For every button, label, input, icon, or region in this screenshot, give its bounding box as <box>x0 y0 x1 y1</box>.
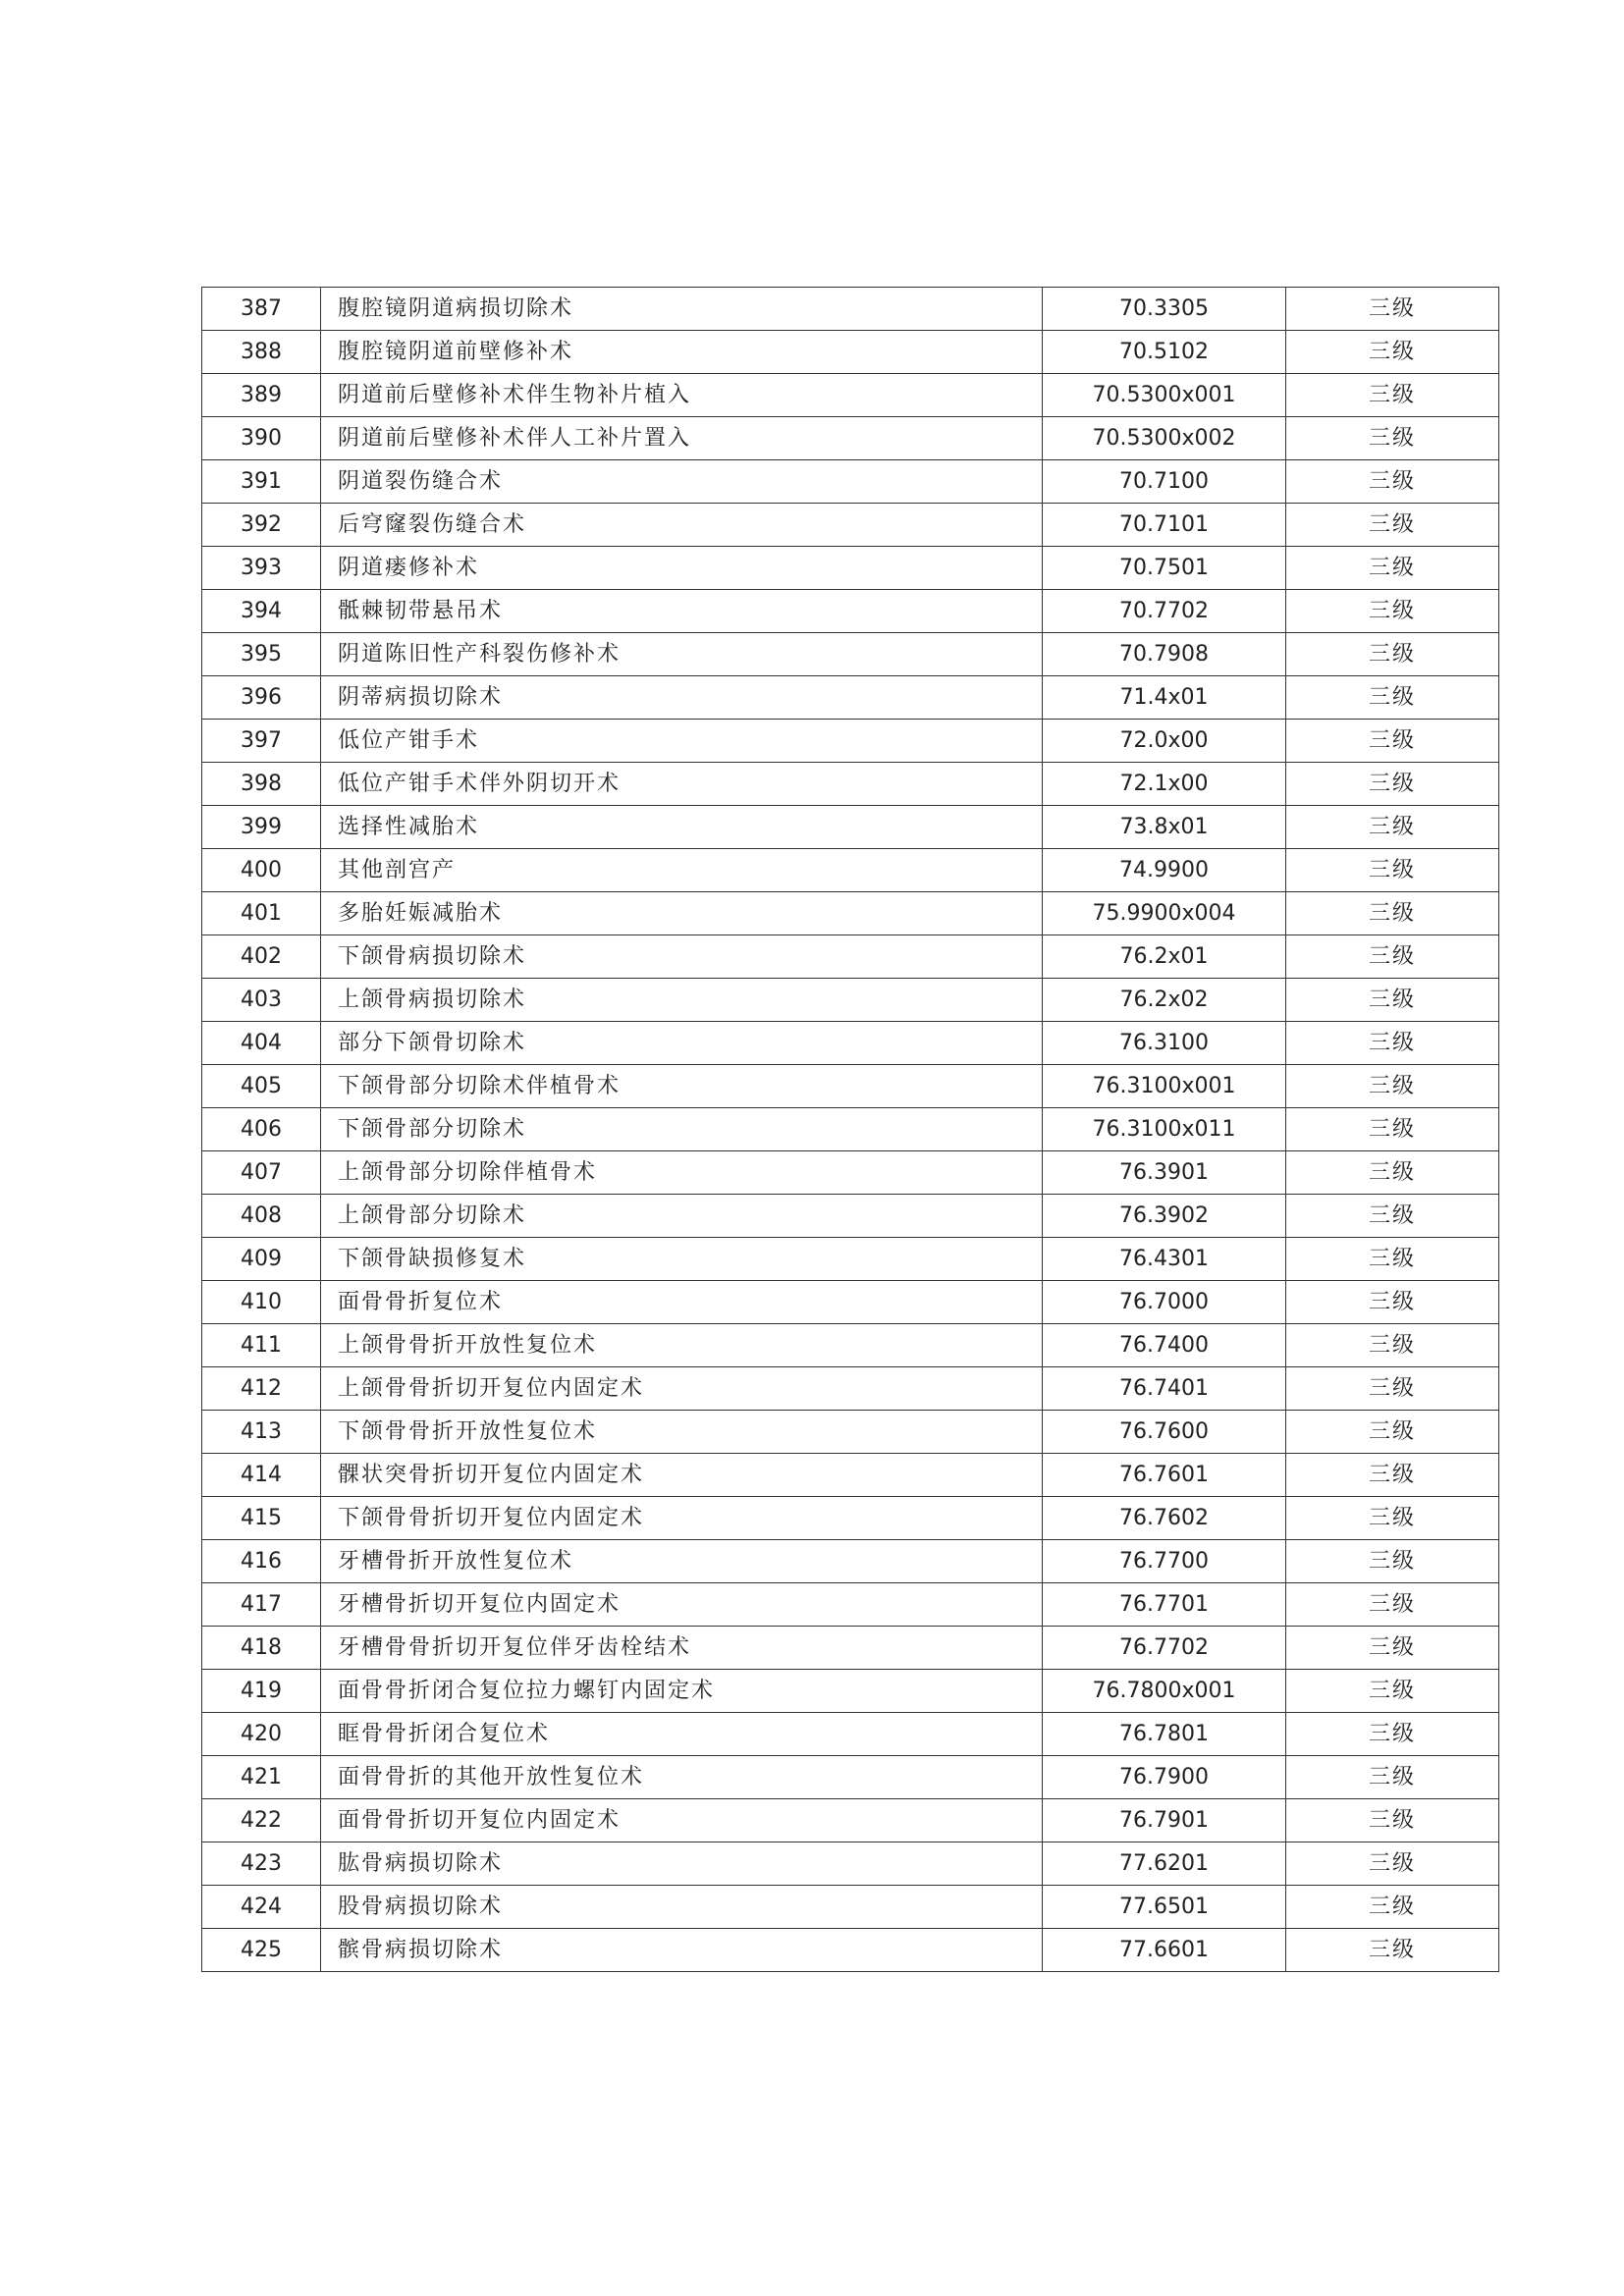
table-row <box>202 935 1499 979</box>
procedure-name-cell: 牙槽骨折切开复位内固定术 <box>321 1583 1043 1627</box>
procedure-name-cell: 后穹窿裂伤缝合术 <box>321 504 1043 547</box>
table-row <box>202 590 1499 633</box>
procedure-code-cell: 76.7601 <box>1043 1454 1286 1497</box>
procedure-code-cell: 74.9900 <box>1043 849 1286 892</box>
row-number-cell: 399 <box>202 806 321 849</box>
procedure-table <box>201 287 1499 1972</box>
procedure-code-cell: 76.4301 <box>1043 1238 1286 1281</box>
table-row <box>202 676 1499 720</box>
procedure-code-cell: 76.2x01 <box>1043 935 1286 979</box>
row-number-cell: 406 <box>202 1108 321 1151</box>
table-row <box>202 806 1499 849</box>
procedure-code-cell: 76.7401 <box>1043 1367 1286 1411</box>
row-number-cell: 388 <box>202 331 321 374</box>
table-row <box>202 1627 1499 1670</box>
level-cell: 三级 <box>1286 547 1499 590</box>
procedure-code-cell: 77.6601 <box>1043 1929 1286 1972</box>
procedure-name-cell: 面骨骨折闭合复位拉力螺钉内固定术 <box>321 1670 1043 1713</box>
procedure-code-cell: 70.5300x002 <box>1043 417 1286 460</box>
table-row <box>202 1713 1499 1756</box>
procedure-name-cell: 阴道裂伤缝合术 <box>321 460 1043 504</box>
procedure-code-cell: 76.7600 <box>1043 1411 1286 1454</box>
table-row <box>202 720 1499 763</box>
row-number-cell: 392 <box>202 504 321 547</box>
procedure-code-cell: 70.5102 <box>1043 331 1286 374</box>
procedure-code-cell: 76.3901 <box>1043 1151 1286 1195</box>
table-row <box>202 849 1499 892</box>
level-cell: 三级 <box>1286 1065 1499 1108</box>
level-cell: 三级 <box>1286 331 1499 374</box>
procedure-code-cell: 76.7702 <box>1043 1627 1286 1670</box>
procedure-code-cell: 76.3100x011 <box>1043 1108 1286 1151</box>
table-row <box>202 1195 1499 1238</box>
level-cell: 三级 <box>1286 1583 1499 1627</box>
procedure-name-cell: 其他剖宫产 <box>321 849 1043 892</box>
table-row <box>202 1842 1499 1886</box>
procedure-code-cell: 70.7908 <box>1043 633 1286 676</box>
table-row <box>202 1497 1499 1540</box>
row-number-cell: 390 <box>202 417 321 460</box>
table-row <box>202 1065 1499 1108</box>
procedure-name-cell: 股骨病损切除术 <box>321 1886 1043 1929</box>
procedure-name-cell: 上颌骨骨折开放性复位术 <box>321 1324 1043 1367</box>
procedure-code-cell: 70.5300x001 <box>1043 374 1286 417</box>
table-row <box>202 504 1499 547</box>
row-number-cell: 395 <box>202 633 321 676</box>
procedure-name-cell: 上颌骨部分切除术 <box>321 1195 1043 1238</box>
table-row <box>202 1670 1499 1713</box>
procedure-code-cell: 70.7501 <box>1043 547 1286 590</box>
row-number-cell: 402 <box>202 935 321 979</box>
level-cell: 三级 <box>1286 417 1499 460</box>
row-number-cell: 412 <box>202 1367 321 1411</box>
row-number-cell: 411 <box>202 1324 321 1367</box>
procedure-code-cell: 72.0x00 <box>1043 720 1286 763</box>
level-cell: 三级 <box>1286 1324 1499 1367</box>
procedure-name-cell: 下颌骨病损切除术 <box>321 935 1043 979</box>
row-number-cell: 423 <box>202 1842 321 1886</box>
table-row <box>202 288 1499 331</box>
level-cell: 三级 <box>1286 1540 1499 1583</box>
level-cell: 三级 <box>1286 1627 1499 1670</box>
row-number-cell: 418 <box>202 1627 321 1670</box>
table-row <box>202 331 1499 374</box>
table-row <box>202 892 1499 935</box>
level-cell: 三级 <box>1286 1756 1499 1799</box>
level-cell: 三级 <box>1286 763 1499 806</box>
procedure-code-cell: 77.6501 <box>1043 1886 1286 1929</box>
procedure-code-cell: 77.6201 <box>1043 1842 1286 1886</box>
level-cell: 三级 <box>1286 892 1499 935</box>
row-number-cell: 421 <box>202 1756 321 1799</box>
procedure-name-cell: 低位产钳手术 <box>321 720 1043 763</box>
procedure-code-cell: 76.7400 <box>1043 1324 1286 1367</box>
row-number-cell: 420 <box>202 1713 321 1756</box>
table-row <box>202 1454 1499 1497</box>
row-number-cell: 407 <box>202 1151 321 1195</box>
procedure-code-cell: 76.3902 <box>1043 1195 1286 1238</box>
level-cell: 三级 <box>1286 1281 1499 1324</box>
row-number-cell: 397 <box>202 720 321 763</box>
table-row <box>202 1367 1499 1411</box>
procedure-name-cell: 面骨骨折的其他开放性复位术 <box>321 1756 1043 1799</box>
table-row <box>202 1929 1499 1972</box>
row-number-cell: 393 <box>202 547 321 590</box>
procedure-name-cell: 上颌骨骨折切开复位内固定术 <box>321 1367 1043 1411</box>
procedure-name-cell: 下颌骨部分切除术 <box>321 1108 1043 1151</box>
procedure-code-cell: 75.9900x004 <box>1043 892 1286 935</box>
level-cell: 三级 <box>1286 1108 1499 1151</box>
level-cell: 三级 <box>1286 1670 1499 1713</box>
procedure-name-cell: 腹腔镜阴道病损切除术 <box>321 288 1043 331</box>
procedure-code-cell: 73.8x01 <box>1043 806 1286 849</box>
table-row <box>202 1886 1499 1929</box>
procedure-name-cell: 阴道陈旧性产科裂伤修补术 <box>321 633 1043 676</box>
level-cell: 三级 <box>1286 1929 1499 1972</box>
row-number-cell: 400 <box>202 849 321 892</box>
procedure-code-cell: 76.2x02 <box>1043 979 1286 1022</box>
procedure-name-cell: 髌骨病损切除术 <box>321 1929 1043 1972</box>
table-row <box>202 1799 1499 1842</box>
procedure-name-cell: 面骨骨折切开复位内固定术 <box>321 1799 1043 1842</box>
level-cell: 三级 <box>1286 374 1499 417</box>
procedure-name-cell: 下颌骨缺损修复术 <box>321 1238 1043 1281</box>
procedure-code-cell: 70.7101 <box>1043 504 1286 547</box>
procedure-name-cell: 牙槽骨骨折切开复位伴牙齿栓结术 <box>321 1627 1043 1670</box>
row-number-cell: 414 <box>202 1454 321 1497</box>
level-cell: 三级 <box>1286 1022 1499 1065</box>
level-cell: 三级 <box>1286 1497 1499 1540</box>
table-row <box>202 1324 1499 1367</box>
row-number-cell: 389 <box>202 374 321 417</box>
level-cell: 三级 <box>1286 1454 1499 1497</box>
procedure-code-cell: 76.7901 <box>1043 1799 1286 1842</box>
row-number-cell: 410 <box>202 1281 321 1324</box>
procedure-name-cell: 牙槽骨折开放性复位术 <box>321 1540 1043 1583</box>
procedure-name-cell: 部分下颌骨切除术 <box>321 1022 1043 1065</box>
table-row <box>202 979 1499 1022</box>
row-number-cell: 387 <box>202 288 321 331</box>
level-cell: 三级 <box>1286 1886 1499 1929</box>
procedure-name-cell: 上颌骨部分切除伴植骨术 <box>321 1151 1043 1195</box>
level-cell: 三级 <box>1286 849 1499 892</box>
row-number-cell: 425 <box>202 1929 321 1972</box>
level-cell: 三级 <box>1286 1713 1499 1756</box>
level-cell: 三级 <box>1286 720 1499 763</box>
procedure-code-cell: 76.7700 <box>1043 1540 1286 1583</box>
row-number-cell: 401 <box>202 892 321 935</box>
row-number-cell: 417 <box>202 1583 321 1627</box>
row-number-cell: 424 <box>202 1886 321 1929</box>
level-cell: 三级 <box>1286 676 1499 720</box>
level-cell: 三级 <box>1286 1842 1499 1886</box>
table-row <box>202 547 1499 590</box>
level-cell: 三级 <box>1286 1151 1499 1195</box>
procedure-name-cell: 面骨骨折复位术 <box>321 1281 1043 1324</box>
level-cell: 三级 <box>1286 288 1499 331</box>
level-cell: 三级 <box>1286 935 1499 979</box>
level-cell: 三级 <box>1286 1367 1499 1411</box>
level-cell: 三级 <box>1286 979 1499 1022</box>
procedure-name-cell: 阴道前后壁修补术伴生物补片植入 <box>321 374 1043 417</box>
table-row <box>202 374 1499 417</box>
table-row <box>202 1540 1499 1583</box>
table-body <box>202 288 1499 1972</box>
row-number-cell: 416 <box>202 1540 321 1583</box>
row-number-cell: 394 <box>202 590 321 633</box>
procedure-name-cell: 多胎妊娠减胎术 <box>321 892 1043 935</box>
procedure-name-cell: 骶棘韧带悬吊术 <box>321 590 1043 633</box>
procedure-name-cell: 低位产钳手术伴外阴切开术 <box>321 763 1043 806</box>
level-cell: 三级 <box>1286 1238 1499 1281</box>
table-row <box>202 1281 1499 1324</box>
procedure-name-cell: 腹腔镜阴道前壁修补术 <box>321 331 1043 374</box>
row-number-cell: 403 <box>202 979 321 1022</box>
row-number-cell: 422 <box>202 1799 321 1842</box>
procedure-name-cell: 下颌骨骨折开放性复位术 <box>321 1411 1043 1454</box>
table-row <box>202 417 1499 460</box>
row-number-cell: 415 <box>202 1497 321 1540</box>
level-cell: 三级 <box>1286 1411 1499 1454</box>
procedure-code-cell: 72.1x00 <box>1043 763 1286 806</box>
table-row <box>202 1151 1499 1195</box>
level-cell: 三级 <box>1286 504 1499 547</box>
procedure-code-cell: 76.7800x001 <box>1043 1670 1286 1713</box>
procedure-name-cell: 阴道前后壁修补术伴人工补片置入 <box>321 417 1043 460</box>
procedure-code-cell: 76.7900 <box>1043 1756 1286 1799</box>
procedure-name-cell: 眶骨骨折闭合复位术 <box>321 1713 1043 1756</box>
procedure-name-cell: 阴蒂病损切除术 <box>321 676 1043 720</box>
procedure-code-cell: 71.4x01 <box>1043 676 1286 720</box>
level-cell: 三级 <box>1286 590 1499 633</box>
row-number-cell: 396 <box>202 676 321 720</box>
procedure-name-cell: 阴道瘘修补术 <box>321 547 1043 590</box>
level-cell: 三级 <box>1286 1195 1499 1238</box>
row-number-cell: 404 <box>202 1022 321 1065</box>
procedure-name-cell: 下颌骨骨折切开复位内固定术 <box>321 1497 1043 1540</box>
procedure-code-cell: 76.7801 <box>1043 1713 1286 1756</box>
table-row <box>202 633 1499 676</box>
procedure-name-cell: 髁状突骨折切开复位内固定术 <box>321 1454 1043 1497</box>
procedure-code-cell: 76.7602 <box>1043 1497 1286 1540</box>
procedure-code-cell: 70.7702 <box>1043 590 1286 633</box>
row-number-cell: 413 <box>202 1411 321 1454</box>
row-number-cell: 408 <box>202 1195 321 1238</box>
table-row <box>202 1108 1499 1151</box>
procedure-name-cell: 下颌骨部分切除术伴植骨术 <box>321 1065 1043 1108</box>
table-row <box>202 1022 1499 1065</box>
procedure-code-cell: 76.3100 <box>1043 1022 1286 1065</box>
row-number-cell: 398 <box>202 763 321 806</box>
table-row <box>202 1238 1499 1281</box>
row-number-cell: 419 <box>202 1670 321 1713</box>
level-cell: 三级 <box>1286 460 1499 504</box>
procedure-code-cell: 76.7701 <box>1043 1583 1286 1627</box>
table-row <box>202 1756 1499 1799</box>
table-row <box>202 1583 1499 1627</box>
procedure-code-cell: 70.3305 <box>1043 288 1286 331</box>
procedure-code-cell: 76.3100x001 <box>1043 1065 1286 1108</box>
procedure-name-cell: 选择性减胎术 <box>321 806 1043 849</box>
procedure-name-cell: 上颌骨病损切除术 <box>321 979 1043 1022</box>
row-number-cell: 391 <box>202 460 321 504</box>
table-row <box>202 460 1499 504</box>
level-cell: 三级 <box>1286 633 1499 676</box>
table-row <box>202 763 1499 806</box>
table-row <box>202 1411 1499 1454</box>
level-cell: 三级 <box>1286 1799 1499 1842</box>
row-number-cell: 405 <box>202 1065 321 1108</box>
procedure-code-cell: 76.7000 <box>1043 1281 1286 1324</box>
procedure-name-cell: 肱骨病损切除术 <box>321 1842 1043 1886</box>
procedure-code-cell: 70.7100 <box>1043 460 1286 504</box>
level-cell: 三级 <box>1286 806 1499 849</box>
row-number-cell: 409 <box>202 1238 321 1281</box>
